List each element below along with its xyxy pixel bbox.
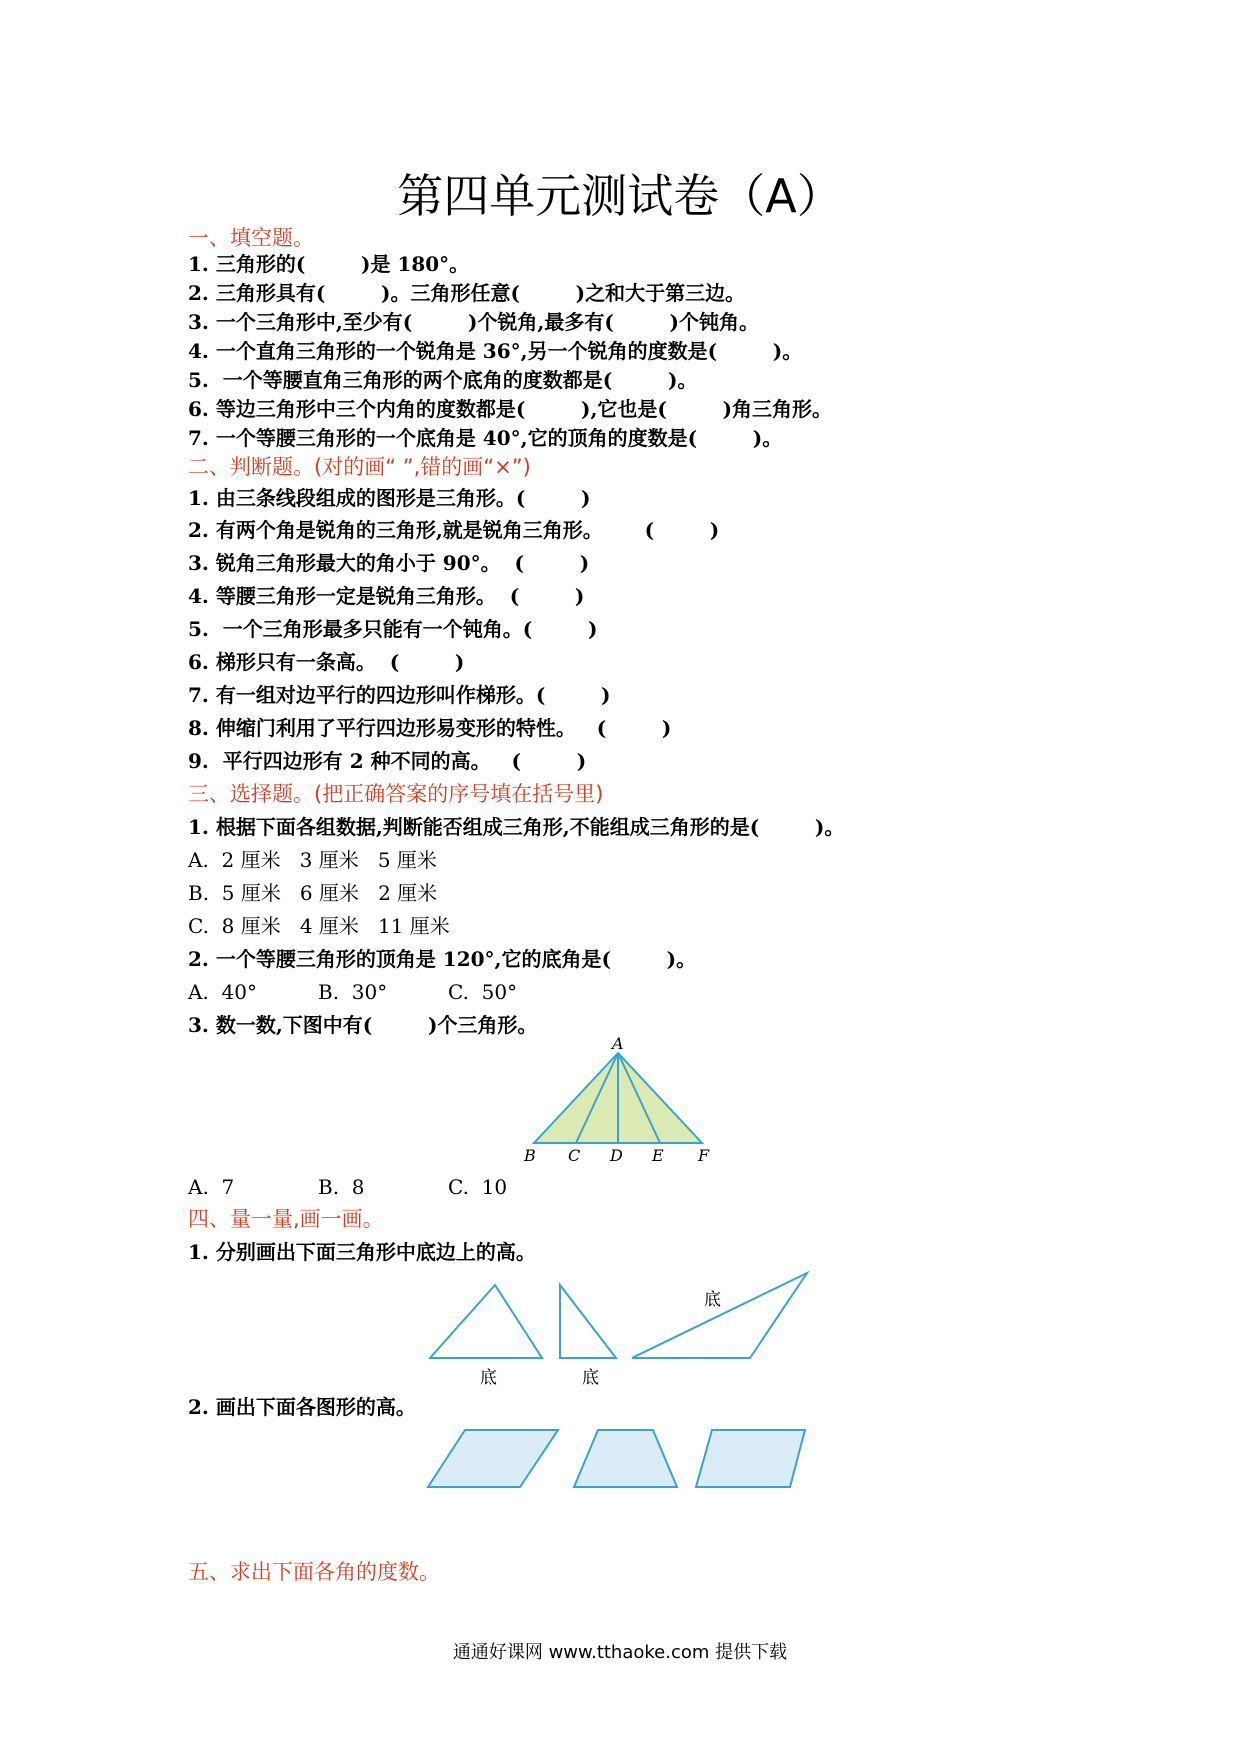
- judge-question-4: 4. 等腰三角形一定是锐角三角形。 ( ): [188, 584, 585, 608]
- judge-question-5: 5. 一个三角形最多只能有一个钝角。( ): [188, 617, 598, 641]
- point-label-f: F: [698, 1146, 710, 1165]
- triangle-count-figure: [520, 1035, 730, 1165]
- draw-question-1: 1. 分别画出下面三角形中底边上的高。: [188, 1240, 536, 1264]
- judge-question-9: 9. 平行四边形有 2 种不同的高。 ( ): [188, 749, 587, 773]
- fill-question-4: 4. 一个直角三角形的一个锐角是 36°,另一个锐角的度数是( )。: [188, 339, 803, 363]
- section-heading-choice: 三、选择题。(把正确答案的序号填在括号里): [188, 782, 604, 806]
- choice-question-2: 2. 一个等腰三角形的顶角是 120°,它的底角是( )。: [188, 947, 697, 971]
- trapezoid: [574, 1430, 677, 1487]
- choice-1-option-a: A. 2 厘米 3 厘米 5 厘米: [188, 848, 437, 872]
- triangles-figure: [420, 1265, 820, 1390]
- point-label-b: B: [524, 1146, 536, 1165]
- parallelogram-2: [696, 1430, 805, 1487]
- section-heading-fill: 一、填空题。: [188, 226, 314, 250]
- choice-1-option-c: C. 8 厘米 4 厘米 11 厘米: [188, 914, 450, 938]
- right-triangle: [560, 1285, 616, 1358]
- point-label-d: D: [610, 1146, 623, 1165]
- choice-3-option-a: A. 7: [188, 1175, 235, 1199]
- choice-question-3: 3. 数一数,下图中有( )个三角形。: [188, 1013, 538, 1037]
- section-heading-angles: 五、求出下面各角的度数。: [188, 1560, 440, 1584]
- judge-question-6: 6. 梯形只有一条高。 ( ): [188, 650, 465, 674]
- judge-question-3: 3. 锐角三角形最大的角小于 90°。 ( ): [188, 551, 590, 575]
- base-label-3: 底: [704, 1290, 721, 1310]
- judge-question-2: 2. 有两个角是锐角的三角形,就是锐角三角形。 ( ): [188, 518, 720, 542]
- quadrilaterals-figure: [420, 1420, 820, 1500]
- choice-2-option-b: B. 30°: [318, 980, 388, 1004]
- parallelogram-1: [428, 1430, 558, 1487]
- fill-question-3: 3. 一个三角形中,至少有( )个锐角,最多有( )个钝角。: [188, 310, 760, 334]
- base-label-1: 底: [480, 1368, 497, 1388]
- choice-1-option-b: B. 5 厘米 6 厘米 2 厘米: [188, 881, 438, 905]
- base-label-2: 底: [582, 1368, 599, 1388]
- fill-question-7: 7. 一个等腰三角形的一个底角是 40°,它的顶角的度数是( )。: [188, 426, 783, 450]
- page-title: 第四单元测试卷（A）: [397, 169, 843, 223]
- fill-question-2: 2. 三角形具有( )。三角形任意( )之和大于第三边。: [188, 281, 746, 305]
- acute-triangle: [430, 1285, 542, 1358]
- point-label-e: E: [652, 1146, 664, 1165]
- footer-source: 通通好课网 www.tthaoke.com 提供下载: [452, 1642, 788, 1663]
- choice-2-option-c: C. 50°: [448, 980, 518, 1004]
- point-label-c: C: [568, 1146, 581, 1165]
- choice-2-option-a: A. 40°: [188, 980, 257, 1004]
- section-heading-judge: 二、判断题。(对的画“ ”,错的画“×”): [188, 455, 531, 479]
- judge-question-7: 7. 有一组对边平行的四边形叫作梯形。( ): [188, 683, 611, 707]
- draw-question-2: 2. 画出下面各图形的高。: [188, 1395, 416, 1419]
- choice-3-option-b: B. 8: [318, 1175, 365, 1199]
- judge-question-8: 8. 伸缩门利用了平行四边形易变形的特性。 ( ): [188, 716, 672, 740]
- choice-question-1: 1. 根据下面各组数据,判断能否组成三角形,不能组成三角形的是( )。: [188, 815, 845, 839]
- obtuse-triangle: [632, 1273, 807, 1358]
- judge-question-1: 1. 由三条线段组成的图形是三角形。( ): [188, 486, 591, 510]
- point-label-a: A: [612, 1035, 624, 1053]
- section-heading-draw: 四、量一量,画一画。: [188, 1207, 384, 1231]
- fill-question-1: 1. 三角形的( )是 180°。: [188, 252, 470, 276]
- choice-3-option-c: C. 10: [448, 1175, 508, 1199]
- fill-question-6: 6. 等边三角形中三个内角的度数都是( ),它也是( )角三角形。: [188, 397, 833, 421]
- fill-question-5: 5. 一个等腰直角三角形的两个底角的度数都是( )。: [188, 368, 698, 392]
